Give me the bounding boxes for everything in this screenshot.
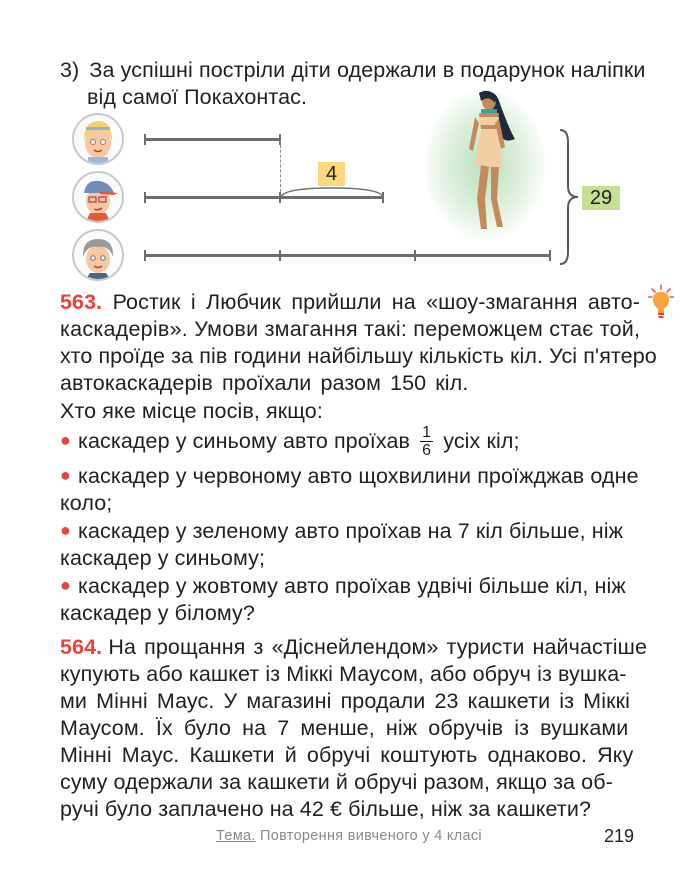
tick	[549, 250, 551, 261]
fraction-denominator: 6	[422, 442, 432, 459]
task563-line-2	[60, 316, 641, 343]
task564-text-7: ручі було заплачено на 42 € більше, ніж за кашкети?	[60, 797, 591, 821]
task563-bullet-2-cont	[60, 490, 640, 517]
task564-line-3	[60, 688, 640, 715]
bullet-3-text-2: каскадер у синьому;	[60, 546, 266, 570]
bullet-3-text-1: каскадер у зеленому авто проїхав на 7 кіл більше, ніж	[77, 519, 624, 543]
task564-line-6	[60, 769, 640, 796]
task564-line-2	[60, 661, 640, 688]
girl-face-icon	[74, 115, 122, 163]
segment-girl	[145, 138, 280, 141]
task563-bullet-2	[60, 463, 640, 491]
bullet-icon: ●	[60, 520, 71, 540]
part3-text-2: від самої Покахонтас.	[87, 85, 308, 109]
pocahontas-figure-icon	[455, 89, 525, 237]
task563-text-4: автокаскадерів проїхали разом 150 кіл.	[60, 371, 469, 395]
grandmother-face-icon	[74, 231, 122, 279]
bullet-icon: ●	[60, 465, 71, 485]
page-number: 219	[604, 826, 635, 846]
part3-text-1: За успішні постріли діти одержали в подарунок наліпки	[89, 58, 646, 82]
task563-bullet-4-cont	[60, 600, 640, 627]
part3-line-2	[87, 84, 667, 111]
part3-line-1	[60, 57, 646, 84]
tick	[144, 192, 146, 203]
lightbulb-icon	[648, 284, 674, 329]
footer-topic-label: Тема.	[216, 828, 256, 844]
task563-bullet-1	[60, 425, 640, 460]
tick	[144, 134, 146, 145]
task563-line-4	[60, 370, 640, 397]
task563-text-3: хто проїде за пів години найбільшу кількість кіл. Усі п'ятеро	[60, 344, 657, 368]
tick	[144, 250, 146, 261]
footer-topic	[216, 828, 482, 844]
task563-bullet-4	[60, 573, 640, 601]
fraction-one-sixth	[420, 424, 433, 459]
total-label: 29	[582, 186, 620, 210]
task563-line-1	[60, 289, 640, 316]
bullet-2-text-1: каскадер у червоному авто щохвилини проїжджав одне	[77, 464, 639, 488]
bullet-icon: ●	[60, 430, 71, 451]
segment-grandmother	[145, 254, 550, 257]
boy-face-icon	[74, 173, 122, 221]
bullet-icon: ●	[60, 575, 71, 595]
avatar-boy	[72, 171, 124, 223]
bullet-4-text-1: каскадер у жовтому авто проїхав удвічі більше кіл, ніж	[77, 574, 626, 598]
tick	[279, 250, 281, 261]
task563-question	[60, 398, 640, 425]
task563-question-text: Хто яке місце посів, якщо:	[60, 399, 323, 423]
task564-text-4: Маусом. Їх було на 7 менше, ніж обручів із вушками	[60, 716, 629, 740]
task564-line-5	[60, 742, 640, 769]
avatar-grandmother	[72, 229, 124, 281]
task564-text-5: Мінні Маус. Кашкети й обручі коштують однаково. Яку	[60, 743, 634, 767]
task564-line-4	[60, 715, 640, 742]
task564-number: 564.	[60, 635, 103, 659]
footer-topic-text: Повторення вивченого у 4 класі	[260, 828, 482, 844]
task564-text-2: купують або кашкет із Міккі Маусом, або обруч із вушка-	[60, 662, 627, 686]
task564-line-1	[60, 634, 648, 661]
difference-label: 4	[318, 162, 345, 186]
avatar-girl	[72, 113, 124, 165]
part3-marker: 3)	[60, 58, 80, 82]
bullet-1-text-before: каскадер у синьому авто проїхав	[77, 429, 411, 454]
task564-line-7	[60, 796, 640, 823]
bullet-4-text-2: каскадер у білому?	[60, 601, 255, 625]
task563-bullet-3-cont	[60, 545, 640, 572]
task563-text-1: Ростик і Любчик прийшли на «шоу-змагання авто-	[112, 290, 641, 314]
task563-line-3	[60, 343, 657, 370]
task563-number: 563.	[60, 290, 103, 314]
task564-text-3: ми Мінні Маус. У магазині продали 23 кашкети із Міккі	[60, 689, 630, 713]
task563-text-2: каскадерів». Умови змагання такі: переможцем стає той,	[60, 317, 641, 341]
bullet-1-text-after: усіх кіл;	[443, 429, 520, 454]
fraction-numerator: 1	[422, 424, 432, 441]
bullet-2-text-2: коло;	[60, 491, 113, 515]
task563-bullet-3	[60, 518, 640, 546]
total-brace	[558, 128, 582, 266]
tick	[414, 250, 416, 261]
task564-text-1: На прощання з «Діснейлендом» туристи найчастіше	[108, 635, 648, 659]
task564-text-6: суму одержали за кашкети й обручі разом, якщо за об-	[60, 770, 613, 794]
